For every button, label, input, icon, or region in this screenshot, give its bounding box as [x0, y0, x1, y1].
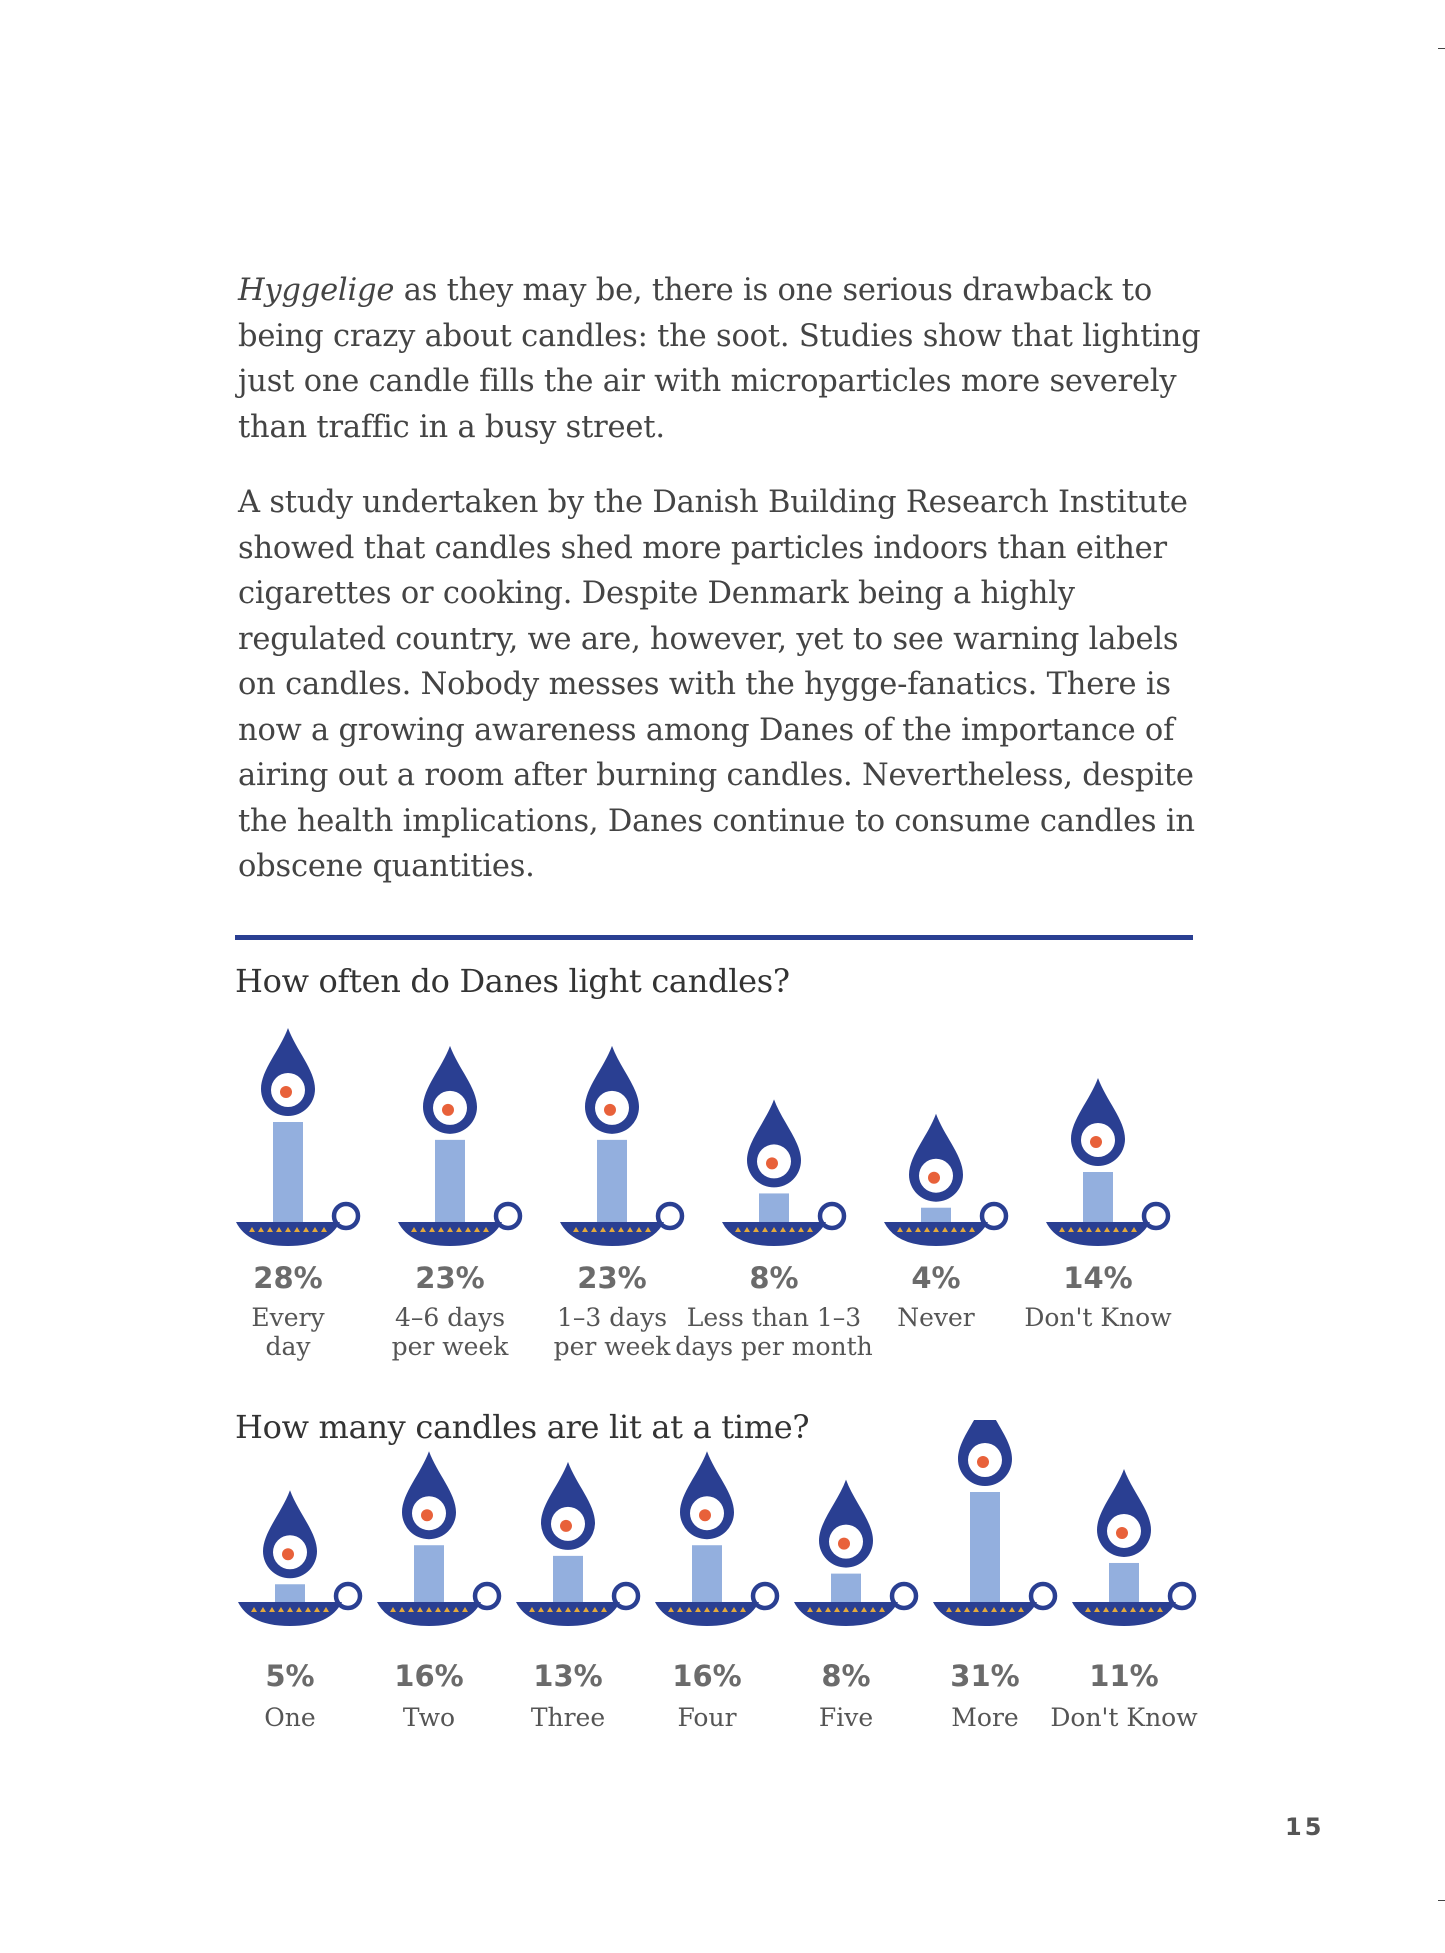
page-number: 15	[1285, 1813, 1325, 1841]
category-label-line: Every	[251, 1303, 325, 1332]
flame-dot	[282, 1548, 294, 1560]
candle-mark	[933, 1420, 1055, 1626]
candle-mark	[722, 1099, 844, 1246]
category-label	[403, 1703, 455, 1732]
category-label	[1024, 1303, 1172, 1332]
category-label-line: day	[265, 1332, 311, 1361]
saucer	[516, 1602, 620, 1626]
candle-mark	[794, 1480, 916, 1626]
category-label	[677, 1703, 736, 1732]
candle-body	[597, 1140, 627, 1228]
category-label-line: Four	[677, 1703, 737, 1732]
candle-mark	[884, 1114, 1006, 1246]
paragraph-1-emphasis: Hyggelige	[238, 273, 395, 308]
flame-dot	[977, 1456, 989, 1468]
candle-mark	[1072, 1469, 1194, 1626]
candle-body	[273, 1122, 303, 1228]
category-label	[531, 1703, 605, 1732]
category-label-line: Don't Know	[1024, 1303, 1172, 1332]
flame-dot	[442, 1104, 454, 1116]
paragraph-2	[238, 480, 1208, 890]
value-label: 4%	[911, 1261, 961, 1295]
flame-dot	[928, 1172, 940, 1184]
category-label-line: More	[951, 1703, 1019, 1732]
saucer	[722, 1222, 826, 1246]
candle-mark	[560, 1046, 682, 1246]
category-label-line: Two	[402, 1703, 456, 1732]
flame-dot	[1116, 1527, 1128, 1539]
flame-dot	[1090, 1136, 1102, 1148]
body-text	[238, 268, 1208, 920]
flame-dot	[699, 1509, 711, 1521]
saucer	[377, 1602, 481, 1626]
value-label: 23%	[415, 1261, 485, 1295]
saucer	[1072, 1602, 1176, 1626]
value-label: 14%	[1063, 1261, 1133, 1295]
candle-mark	[238, 1490, 360, 1626]
saucer	[655, 1602, 759, 1626]
category-label	[251, 1303, 325, 1361]
category-label-line: One	[264, 1703, 316, 1732]
flame-dot	[604, 1104, 616, 1116]
saucer	[1046, 1222, 1150, 1246]
category-label-line: 4–6 days	[394, 1303, 506, 1332]
saucer	[933, 1602, 1037, 1626]
paragraph-1	[238, 268, 1208, 450]
value-label: 28%	[253, 1261, 323, 1295]
chart-candle-count	[0, 1420, 1445, 1750]
section-divider	[235, 935, 1193, 940]
category-label	[264, 1703, 315, 1732]
flame-dot	[838, 1538, 850, 1550]
flame-dot	[766, 1157, 778, 1169]
saucer	[398, 1222, 502, 1246]
saucer	[238, 1602, 342, 1626]
candle-body	[1083, 1172, 1113, 1228]
candle-mark	[655, 1451, 777, 1626]
candle-mark	[398, 1046, 520, 1246]
saucer	[884, 1222, 988, 1246]
saucer	[794, 1602, 898, 1626]
category-label-line: 1–3 days	[556, 1303, 668, 1332]
category-label	[554, 1303, 672, 1361]
flame-dot	[421, 1509, 433, 1521]
candle-body	[1109, 1563, 1139, 1608]
category-label-line: Three	[530, 1703, 606, 1732]
saucer	[560, 1222, 664, 1246]
chart-frequency	[0, 1020, 1445, 1370]
category-label-line: Five	[818, 1703, 874, 1732]
value-label: 23%	[577, 1261, 647, 1295]
value-label: 8%	[749, 1261, 799, 1295]
candle-mark	[516, 1462, 638, 1626]
candle-mark	[236, 1028, 358, 1246]
crop-mark	[1438, 48, 1445, 49]
candle-body	[553, 1556, 583, 1608]
chart-2-title: How many candles are lit at a time?	[235, 1408, 810, 1446]
candle-body	[414, 1545, 444, 1608]
candle-mark	[377, 1451, 499, 1626]
category-label-line: per week	[391, 1332, 509, 1361]
paragraph-2-text: A study undertaken by the Danish Building Research Institute showed that candles shed more particles indoors than either cigarettes or cooking. Despite Denmark being a highly regulated country, we are, however, yet to see warning labels on candles. Nobody messes with the hygge-fanatics. There is now a growing awareness among Danes of the importance of airing out a room after burning candles. Nevertheless, despite the health implications, Danes continue to consume candles in obscene quantities.	[238, 485, 1195, 884]
value-label: 16%	[394, 1659, 464, 1693]
category-label-line: Never	[897, 1303, 975, 1332]
candle-body	[692, 1545, 722, 1608]
value-label: 8%	[821, 1659, 871, 1693]
category-label	[951, 1703, 1018, 1732]
value-label: 16%	[672, 1659, 742, 1693]
category-label	[392, 1303, 510, 1361]
category-label-line: Less than 1–3	[686, 1303, 862, 1332]
flame-dot	[280, 1086, 292, 1098]
category-label-line: per week	[553, 1332, 671, 1361]
category-label	[897, 1303, 975, 1332]
flame-dot	[560, 1520, 572, 1532]
crop-mark	[1438, 1900, 1445, 1901]
category-label-line: days per month	[675, 1332, 873, 1361]
value-label: 31%	[950, 1659, 1020, 1693]
chart-1-title: How often do Danes light candles?	[235, 962, 790, 1000]
candle-body	[435, 1140, 465, 1228]
value-label: 13%	[533, 1659, 603, 1693]
category-label-line: Don't Know	[1050, 1703, 1198, 1732]
saucer	[236, 1222, 340, 1246]
category-label	[675, 1303, 873, 1361]
value-label: 11%	[1089, 1659, 1159, 1693]
paragraph-1-text: as they may be, there is one serious drawback to being crazy about candles: the soot. Studies show that lighting just one candle fills the air with microparticles more severely than traffic in a busy street.	[238, 273, 1201, 445]
category-label	[1050, 1703, 1198, 1732]
candle-mark	[1046, 1078, 1168, 1246]
value-label: 5%	[265, 1659, 315, 1693]
candle-body	[970, 1492, 1000, 1608]
category-label	[819, 1703, 873, 1732]
